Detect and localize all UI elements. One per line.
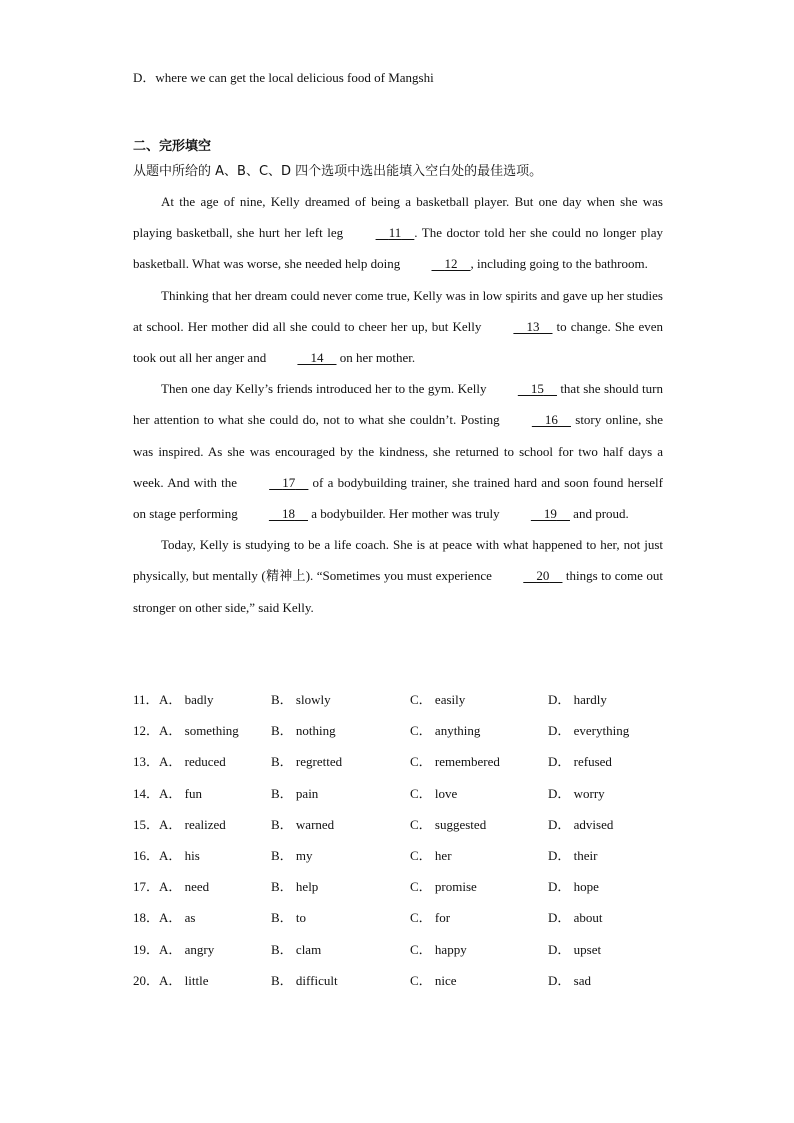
- option-a: A． realized: [159, 816, 226, 832]
- passage-text: , including going to the bathroom.: [470, 256, 648, 272]
- option-b: B． pain: [271, 785, 319, 801]
- passage-text: of a bodybuilding trainer, she trained hard and soon found herself on stage performing: [133, 474, 663, 522]
- question-number: 15．: [133, 816, 160, 832]
- option-b: B． warned: [271, 816, 335, 832]
- option-d: D． everything: [548, 723, 630, 739]
- blank-18: 18: [281, 506, 295, 522]
- option-d: D． worry: [548, 785, 605, 801]
- option-d: D． hardly: [548, 692, 607, 707]
- passage-paragraph-4: [133, 529, 663, 623]
- passage-text: on her mother.: [336, 350, 416, 366]
- passage-text: Thinking that her dream could never come true, Kelly was in low spirits and gave up her studies at school. Her mother did all she could to cheer her up, but Kelly: [133, 287, 663, 334]
- question-number: 20．: [133, 972, 160, 988]
- question-row: [133, 845, 693, 876]
- option-d: D． hope: [548, 879, 599, 895]
- option-b: B． clam: [271, 941, 322, 957]
- question-row: [133, 783, 693, 814]
- question-number: 13．: [133, 754, 160, 770]
- option-b: B． my: [271, 847, 313, 863]
- blank-19: 19: [543, 506, 557, 522]
- option-b: B． regretted: [271, 754, 343, 770]
- option-a: A． reduced: [159, 754, 226, 770]
- passage-text: story online, she was inspired. As she was encouraged by the kindness, she returned to school for two half days a week. And with the: [133, 412, 663, 490]
- option-a: A． angry: [159, 941, 215, 957]
- question-row: [133, 939, 693, 970]
- blank-12: 12: [444, 256, 458, 272]
- passage-paragraph-2: [133, 280, 663, 374]
- option-a: A． badly: [159, 692, 214, 707]
- question-row: [133, 970, 693, 1001]
- option-d: D． refused: [548, 754, 612, 770]
- option-b: B． difficult: [271, 972, 338, 988]
- passage-text: things to come out stronger on other side,” said Kelly.: [133, 568, 663, 615]
- question-row: [133, 751, 693, 782]
- question-row: [133, 907, 693, 938]
- blank-11: 11: [388, 225, 402, 241]
- question-row: [133, 720, 693, 751]
- passage-text: Then one day Kelly’s friends introduced her to the gym. Kelly: [161, 381, 490, 397]
- option-b: B． to: [271, 910, 307, 926]
- blank-20: 20: [536, 568, 550, 584]
- option-a: A． his: [159, 847, 200, 863]
- option-d: D． their: [548, 847, 598, 863]
- option-b: B． help: [271, 879, 319, 895]
- option-a: A． little: [159, 972, 209, 988]
- blank-14: 14: [310, 350, 324, 366]
- blank-16: 16: [544, 412, 558, 428]
- section-instruction: 从题中所给的 A、B、C、D 四个选项中选出能填入空白处的最佳选项。: [133, 164, 543, 179]
- option-c: C． promise: [410, 879, 477, 895]
- option-c: C． love: [410, 785, 458, 801]
- option-c: C． suggested: [410, 816, 487, 832]
- question-number: 17．: [133, 879, 160, 895]
- passage-text: and proud.: [569, 506, 629, 522]
- option-a: A． as: [159, 910, 196, 926]
- option-c: C． easily: [410, 692, 466, 707]
- section-title: 二、完形填空: [133, 139, 212, 154]
- option-a: A． fun: [159, 785, 202, 801]
- option-c: C． remembered: [410, 754, 500, 770]
- option-a: A． need: [159, 879, 210, 895]
- blank-15: 15: [530, 381, 544, 397]
- option-d: D． upset: [548, 941, 602, 957]
- passage-text: to change. She even took out all her anger and: [133, 318, 663, 366]
- option-c: C． nice: [410, 972, 457, 988]
- passage-text: a bodybuilder. Her mother was truly: [307, 506, 503, 522]
- question-number: 12．: [133, 723, 160, 739]
- answer-options: [133, 689, 693, 1001]
- question-row: [133, 689, 693, 720]
- option-c: C． happy: [410, 941, 467, 957]
- option-b: B． slowly: [271, 692, 331, 707]
- blank-17: 17: [282, 474, 296, 490]
- question-number: 18．: [133, 910, 160, 926]
- question-number: 19．: [133, 941, 160, 957]
- option-d: D． sad: [548, 972, 591, 988]
- passage-text: Today, Kelly is studying to be a life coach. She is at peace with what happened to her, not just physically, but mentally (精神上). “Sometimes you must experience: [133, 537, 663, 584]
- option-c: C． her: [410, 847, 452, 863]
- question-number: 11．: [133, 692, 159, 707]
- option-b: B． nothing: [271, 723, 336, 739]
- question-row: [133, 814, 693, 845]
- option-c: C． for: [410, 910, 451, 926]
- option-d: D． about: [548, 910, 603, 926]
- question-number: 16．: [133, 847, 160, 863]
- passage-paragraph-1: [133, 186, 663, 280]
- passage-paragraph-3: [133, 373, 663, 529]
- option-d: D． advised: [548, 816, 614, 832]
- option-c: C． anything: [410, 723, 481, 739]
- option-a: A． something: [159, 723, 239, 739]
- passage-text: At the age of nine, Kelly dreamed of being a basketball player. But one day when she was playing basketball, she hurt her left leg: [133, 194, 663, 241]
- passage-text: . The doctor told her she could no longer play basketball. What was worse, she needed help doing: [133, 225, 663, 272]
- blank-13: 13: [526, 318, 540, 334]
- cloze-passage: [133, 186, 663, 623]
- question-row: [133, 876, 693, 907]
- passage-text: that she should turn her attention to what she could do, not to what she couldn’t. Posting: [133, 381, 663, 428]
- question-number: 14．: [133, 785, 160, 801]
- previous-question-option-d: D．where we can get the local delicious food of Mangshi: [133, 70, 434, 85]
